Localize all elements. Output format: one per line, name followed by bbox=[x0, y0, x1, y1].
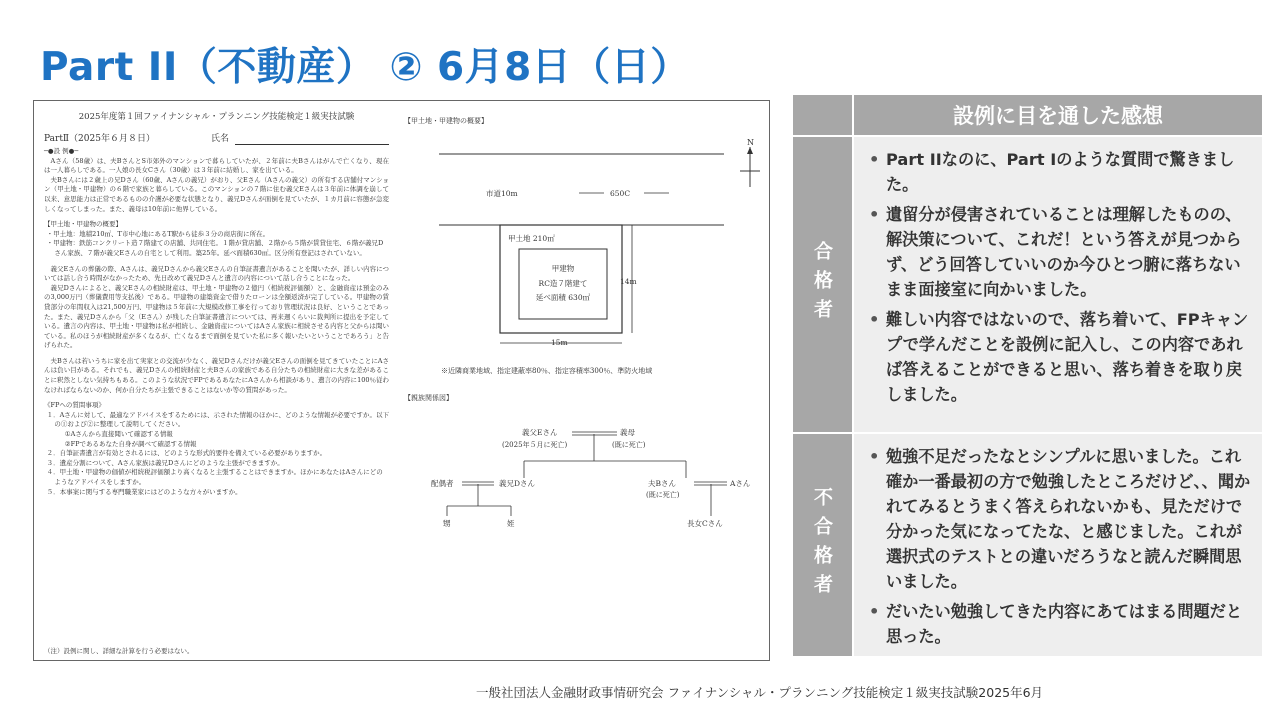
frontage-label: 15m bbox=[551, 338, 568, 347]
question-2: ２．自筆証書遺言が有効とされるには、どのような形式的要件を備えている必要がありますか。 bbox=[46, 449, 327, 458]
family-niece: 姪 bbox=[507, 519, 515, 528]
pass-comment-list bbox=[866, 147, 1252, 407]
document-note: （注）設例に関し、詳細な計算を行う必要はない。 bbox=[44, 647, 194, 655]
family-brother-d: 義兄Dさん bbox=[499, 479, 536, 488]
family-a: Aさん bbox=[730, 479, 751, 488]
paragraph-4: 義兄Dさんによると、義父Eさんの相続財産は、甲土地・甲建物の２億円（相続税評価額）と、金融資産は預金のみの3,000万円（葬儀費用等支払後）である。甲建物の建築資金で借りたローンは全額返済が完了している。甲建物の賃貸部分の年間収入は21,500万円、甲建物は５年前に大規模改修工事を行っており管理状況は良好、ということであった。また、義兄Dさんから「父（Eさん）が残した自筆証書遺言については、再来週くらいに裁判所に提出を予定している。遺言の内容は、甲土地・甲建物は私が相続し、金融資産についてはAさん家族に相続させる内容と父からは聞いている。私のほうが相続財産が多くなるが、亡くなるまで面倒を見ていた私に多く報いたいということであろう」と告げられた。 bbox=[44, 283, 389, 350]
exam-document-image bbox=[33, 100, 770, 661]
fail-label: 不合格者 bbox=[811, 487, 833, 603]
building-label-1: 甲建物 bbox=[551, 264, 575, 273]
table-header-row bbox=[793, 95, 1262, 135]
slide-title: Part II（不動産） ② 6月8日（日） bbox=[40, 45, 690, 90]
pass-label: 合格者 bbox=[811, 241, 833, 328]
fail-comment-item: • だいたい勉強してきた内容にあてはまる問題だと思った。 bbox=[866, 599, 1252, 649]
property-item-building: ・甲建物：鉄筋コンクリート造７階建ての店舗、共同住宅。１階が貸店舗、２階から５階が賃貸住宅、６階が義兄Dさん家族、７階が義父Eさんの自宅として利用。築25年。延べ面積630㎡。区分所有登記はされていない。 bbox=[46, 239, 384, 257]
map-title: 【甲土地・甲建物の概要】 bbox=[404, 117, 488, 125]
property-and-family-diagram bbox=[34, 101, 770, 661]
pass-comment-item: • 遺留分が侵害されていることは理解したものの、解決策について、これだ！という答えが見つからず、どう回答していいのか今ひとつ腑に落ちないまま面接室に向かいました。 bbox=[866, 202, 1252, 302]
building-label-3: 延べ面積 630㎡ bbox=[535, 293, 591, 302]
paragraph-1: Aさん（58歳）は、夫BさんとS市郊外のマンションで暮らしていたが、２年前に夫Bさんはがんで亡くなり、現在は一人暮らしである。一人娘の長女Cさん（30歳）は３年前に結婚し、家を出ている。 bbox=[44, 156, 389, 175]
family-title: 【親族関係図】 bbox=[404, 394, 453, 402]
pass-comments bbox=[854, 137, 1262, 432]
source-footer: 一般社団法人金融財政事情研究会 ファイナンシャル・プランニング技能検定１級実技試験2025年6月 bbox=[476, 685, 1044, 700]
fail-comment-list bbox=[866, 444, 1252, 649]
family-nephew: 甥 bbox=[443, 519, 451, 528]
pass-comment-item: • Part IIなのに、Part Iのような質問で驚きました。 bbox=[866, 147, 1252, 197]
road-value: 650C bbox=[610, 189, 631, 198]
building-label-2: RC造７階建て bbox=[538, 279, 588, 288]
family-mother-note: (既に死亡) bbox=[612, 441, 646, 449]
name-label: 氏名 bbox=[210, 134, 229, 144]
pass-comment-item: • 難しい内容ではないので、落ち着いて、FPキャンプで学んだことを設例に記入し、この内容であれば答えることができると思い、落ち着きを取り戻しました。 bbox=[866, 307, 1252, 407]
family-father-e: 義父Eさん bbox=[522, 428, 558, 437]
question-1a: ①Aさんから直接聞いて確認する情報 bbox=[64, 430, 173, 439]
lot-label: 甲土地 210㎡ bbox=[508, 234, 555, 243]
question-5: ５．本事案に関与する専門職業家にはどのような方々がいますか。 bbox=[46, 487, 242, 496]
table-header-corner bbox=[793, 95, 854, 135]
family-husband-b-note: (既に死亡) bbox=[646, 491, 680, 499]
family-daughter-c: 長女Cさん bbox=[687, 519, 723, 528]
question-1: １．Aさんに対して、最適なアドバイスをするためには、示された情報のほかに、どのような情報が必要ですか。以下の①および②に整理して説明してください。 bbox=[46, 410, 389, 429]
question-1b: ②FPであるあなた自身が調べて確認する情報 bbox=[64, 439, 197, 448]
question-4: ４．甲土地・甲建物の価値が相続税評価額より高くなると主張することはできますか。ほかにあなたはAさんにどのようなアドバイスをしますか。 bbox=[46, 468, 383, 486]
exam-header: 2025年度第１回ファイナンシャル・プランニング技能検定１級実技試験 bbox=[78, 112, 355, 122]
depth-label: 14m bbox=[620, 277, 637, 286]
table-header: 設例に目を通した感想 bbox=[854, 95, 1262, 135]
impressions-table bbox=[793, 95, 1262, 656]
fail-row bbox=[793, 432, 1262, 656]
part-label: PartⅡ（2025年６月８日） bbox=[44, 134, 155, 144]
pass-row bbox=[793, 135, 1262, 432]
north-arrowhead-icon bbox=[747, 147, 753, 154]
question-3: ３．遺産分割について、Aさん家族は義兄Dさんにどのような主張ができますか。 bbox=[46, 458, 284, 467]
family-spouse: 配偶者 bbox=[431, 479, 454, 488]
pass-label-cell bbox=[793, 137, 854, 432]
property-item-land: ・甲土地：地積210㎡、T市中心地にあるT駅から徒歩３分の商店街に所在。 bbox=[46, 229, 270, 238]
zoning-note: ※近隣商業地域、指定建蔽率80％、指定容積率300％、準防火地域 bbox=[441, 367, 653, 375]
family-father-e-note: (2025年５月に死亡) bbox=[502, 441, 568, 449]
paragraph-3: 義父Eさんの葬儀の際、Aさんは、義兄Dさんから義父Eさんの自筆証書遺言があることを聞いたが、詳しい内容については話し合う時間がなかったため、先日改めて義兄Dさんと遺言の内容について話し合うことになった。 bbox=[44, 264, 389, 283]
fail-comment-item: • 勉強不足だったなとシンプルに思いました。これ確か一番最初の方で勉強したところだけど、、聞かれてみるとうまく答えられないかも、見ただけで分かった気になってたな、と感じました。これが選択式のテストとの違いだろうなと読んだ瞬間思いました。 bbox=[866, 444, 1252, 594]
setsurei-heading: ─●設 例●─ bbox=[44, 147, 79, 155]
paragraph-2: 夫Bさんには２歳上の兄Dさん（60歳、Aさんの義兄）がおり、父Eさん（Aさんの義父）の所有する店舗付マンション（甲土地・甲建物）の６階で家族と暮らしている。このマンションの７階に住む義父Eさんは３年前に体調を崩して以来、意思能力は正常であるものの介護が必要な状態となり、義兄Dさんが面倒を見ていたが、１カ月前に容態が急変しくなってしまった。また、義母は10年前に他界している。 bbox=[44, 175, 389, 213]
fail-label-cell bbox=[793, 434, 854, 656]
questions-heading: 《FPへの質問事項》 bbox=[44, 401, 105, 410]
family-husband-b: 夫Bさん bbox=[648, 479, 677, 488]
family-mother: 義母 bbox=[620, 428, 635, 437]
property-heading: 【甲土地・甲建物の概要】 bbox=[44, 220, 122, 229]
north-label: N bbox=[747, 138, 754, 147]
paragraph-5: 夫Bさんは若いうちに家を出て実家との交流が少なく、義兄Dさんだけが義父Eさんの面倒を見てきていたことにAさんは負い目がある。それでも、義兄Dさんの相続財産と夫Bさんの家族である自分たちの相続財産に大きな差があることに釈然としない気持ちもある。このような状況でFPであるあなたにAさんから相談があり、遺言の内容に100％従わなければならないのか、何か自分たちが主張できることはないか等の質問があった。 bbox=[44, 356, 389, 394]
fail-comments bbox=[854, 434, 1262, 656]
road-label: 市道10m bbox=[486, 189, 518, 198]
